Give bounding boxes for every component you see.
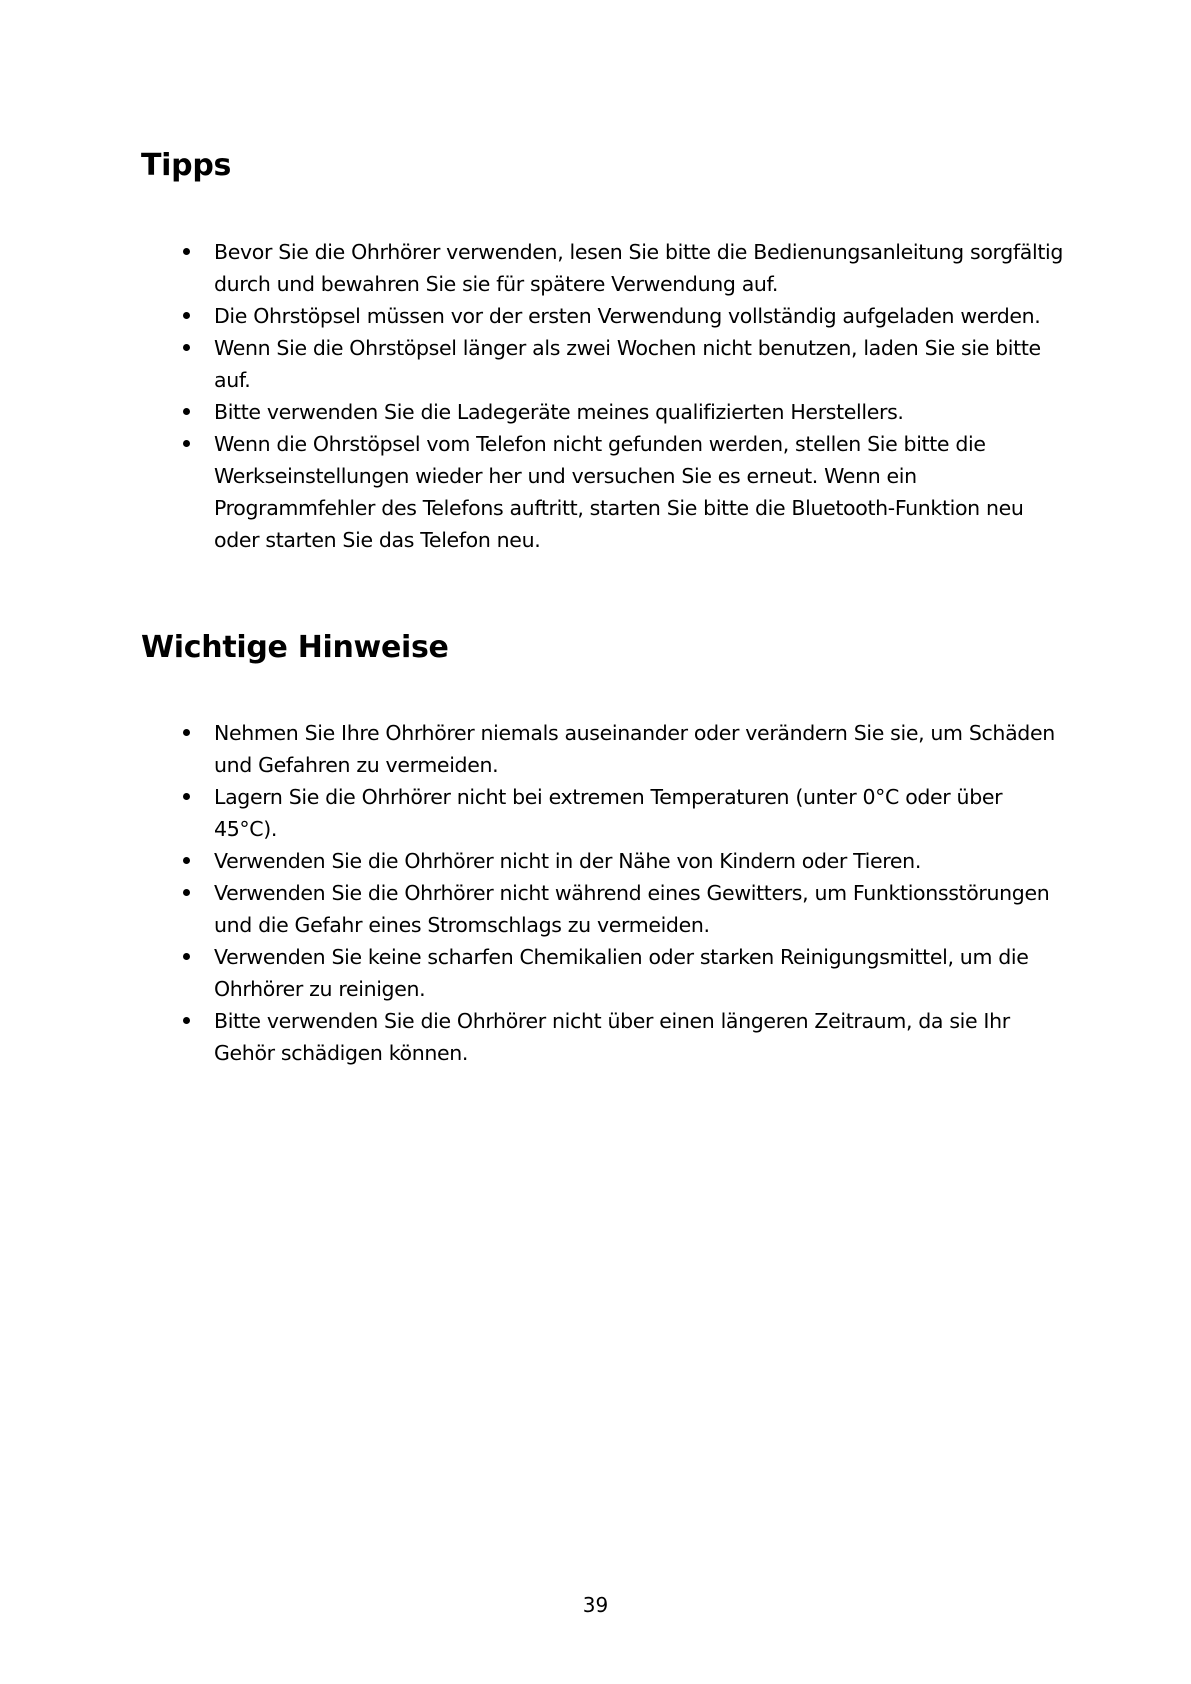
list-item-text: Wenn Sie die Ohrstöpsel länger als zwei Wochen nicht benutzen, laden Sie sie bitte auf.: [214, 336, 1041, 392]
list-item-text: Nehmen Sie Ihre Ohrhörer niemals auseinander oder verändern Sie sie, um Schäden und Gefahren zu vermeiden.: [214, 721, 1055, 777]
bullet-icon: [183, 729, 190, 736]
bullet-icon: [183, 1017, 190, 1024]
list-item: [214, 877, 1064, 941]
bullet-icon: [183, 889, 190, 896]
list-item-text: Bevor Sie die Ohrhörer verwenden, lesen Sie bitte die Bedienungsanleitung sorgfältig durch und bewahren Sie sie für spätere Verwendung auf.: [214, 240, 1064, 296]
bullet-icon: [183, 312, 190, 319]
section-heading-tipps: Tipps: [141, 148, 232, 183]
list-item-text: Verwenden Sie die Ohrhörer nicht in der Nähe von Kindern oder Tieren.: [214, 849, 921, 873]
list-item-text: Wenn die Ohrstöpsel vom Telefon nicht gefunden werden, stellen Sie bitte die Werkseinstellungen wieder her und versuchen Sie es erneut. Wenn ein Programmfehler des Telefons auftritt, starten Sie bitte die Bluetooth-Funktion neu oder starten Sie das Telefon neu.: [214, 432, 1024, 552]
list-item: [214, 236, 1064, 300]
list-item-text: Bitte verwenden Sie die Ladegeräte meines qualifizierten Herstellers.: [214, 400, 904, 424]
list-item-text: Verwenden Sie keine scharfen Chemikalien oder starken Reinigungsmittel, um die Ohrhörer zu reinigen.: [214, 945, 1029, 1001]
bullet-icon: [183, 793, 190, 800]
bullet-icon: [183, 408, 190, 415]
list-item: [214, 332, 1064, 396]
list-item-text: Verwenden Sie die Ohrhörer nicht während eines Gewitters, um Funktionsstörungen und die Gefahr eines Stromschlags zu vermeiden.: [214, 881, 1050, 937]
list-item-text: Lagern Sie die Ohrhörer nicht bei extremen Temperaturen (unter 0°C oder über 45°C).: [214, 785, 1003, 841]
section-heading-wichtige-hinweise: Wichtige Hinweise: [141, 630, 449, 665]
list-item: [214, 1005, 1064, 1069]
tipps-bullet-list: [214, 236, 1064, 556]
bullet-icon: [183, 248, 190, 255]
list-item: [214, 717, 1064, 781]
list-item-text: Die Ohrstöpsel müssen vor der ersten Verwendung vollständig aufgeladen werden.: [214, 304, 1041, 328]
hinweise-bullet-list: [214, 717, 1064, 1069]
list-item: [214, 396, 1064, 428]
list-item: [214, 300, 1064, 332]
list-item: [214, 781, 1064, 845]
bullet-icon: [183, 440, 190, 447]
bullet-icon: [183, 953, 190, 960]
bullet-icon: [183, 857, 190, 864]
page-number: 39: [582, 1593, 609, 1617]
list-item: [214, 941, 1064, 1005]
bullet-icon: [183, 344, 190, 351]
list-item: [214, 845, 1064, 877]
list-item: [214, 428, 1064, 556]
list-item-text: Bitte verwenden Sie die Ohrhörer nicht über einen längeren Zeitraum, da sie Ihr Gehör schädigen können.: [214, 1009, 1010, 1065]
